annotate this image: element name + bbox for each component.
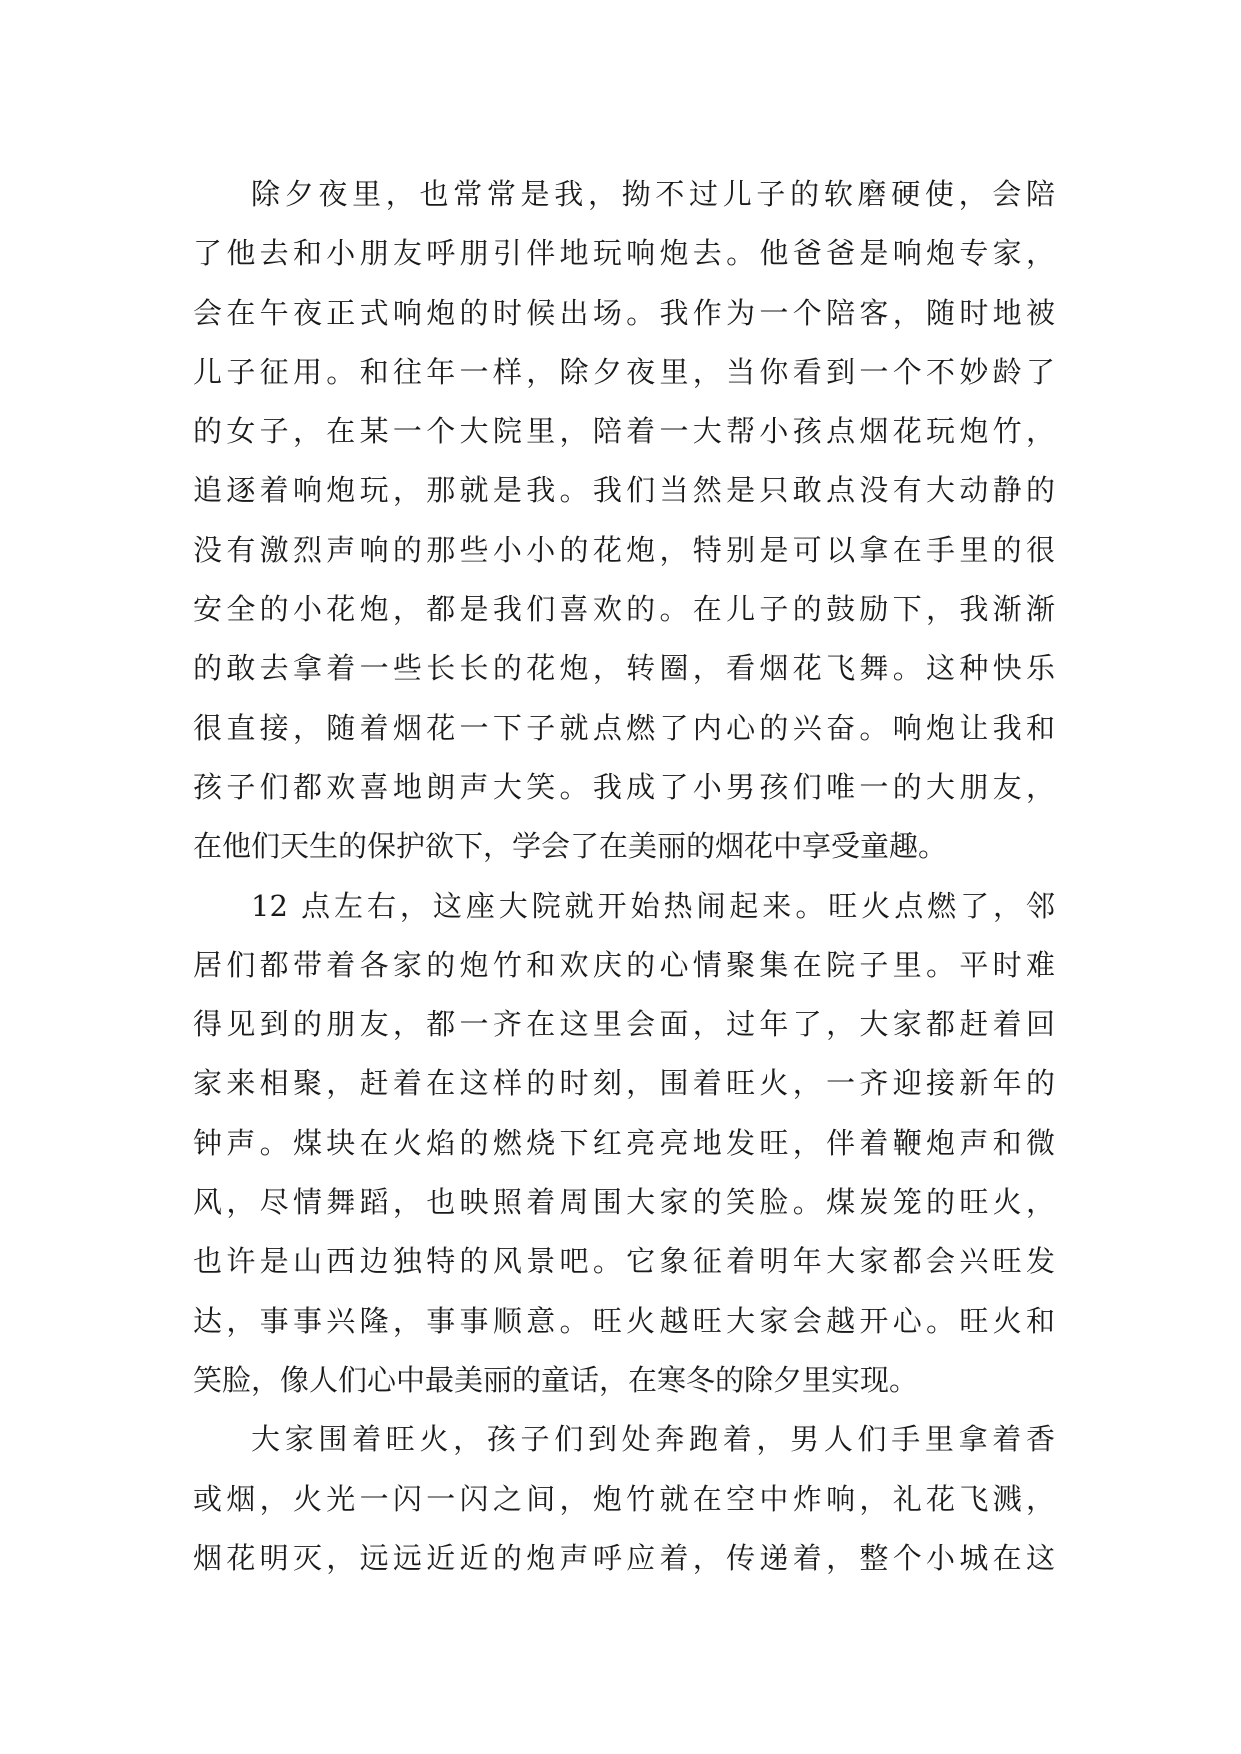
- text-line: 风，尽情舞蹈，也映照着周围大家的笑脸。煤炭笼的旺火，: [193, 1185, 1055, 1220]
- text-line: 安全的小花炮，都是我们喜欢的。在儿子的鼓励下，我渐渐: [193, 592, 1055, 627]
- text-line: 儿子征用。和往年一样，除夕夜里，当你看到一个不妙龄了: [193, 354, 1055, 389]
- text-line: 没有激烈声响的那些小小的花炮，特别是可以拿在手里的很: [193, 532, 1055, 567]
- text-line: 得见到的朋友，都一齐在这里会面，过年了，大家都赶着回: [193, 1007, 1055, 1042]
- text-line: 12 点左右，这座大院就开始热闹起来。旺火点燃了，邻: [251, 888, 1055, 923]
- text-line: 或烟，火光一闪一闪之间，炮竹就在空中炸响，礼花飞溅，: [193, 1481, 1055, 1516]
- text-line: 很直接，随着烟花一下子就点燃了内心的兴奋。响炮让我和: [193, 710, 1055, 745]
- text-line: 达，事事兴隆，事事顺意。旺火越旺大家会越开心。旺火和: [193, 1303, 1055, 1338]
- text-line: 追逐着响炮玩，那就是我。我们当然是只敢点没有大动静的: [193, 473, 1055, 508]
- text-line: 钟声。煤块在火焰的燃烧下红亮亮地发旺，伴着鞭炮声和微: [193, 1125, 1055, 1160]
- text-line: 会在午夜正式响炮的时候出场。我作为一个陪客，随时地被: [193, 295, 1055, 330]
- text-line: 除夕夜里，也常常是我，拗不过儿子的软磨硬使，会陪: [251, 177, 1055, 211]
- text-line: 笑脸，像人们心中最美丽的童话，在寒冬的除夕里实现。: [193, 1362, 919, 1397]
- text-line: 的敢去拿着一些长长的花炮，转圈，看烟花飞舞。这种快乐: [193, 651, 1055, 686]
- text-line: 烟花明灭，远远近近的炮声呼应着，传递着，整个小城在这: [193, 1540, 1055, 1575]
- text-line: 了他去和小朋友呼朋引伴地玩响炮去。他爸爸是响炮专家，: [193, 236, 1055, 271]
- text-line: 家来相聚，赶着在这样的时刻，围着旺火，一齐迎接新年的: [193, 1066, 1055, 1101]
- text-line: 居们都带着各家的炮竹和欢庆的心情聚集在院子里。平时难: [193, 947, 1055, 982]
- text-line: 在他们天生的保护欲下，学会了在美丽的烟花中享受童趣。: [193, 829, 948, 864]
- text-line: 也许是山西边独特的风景吧。它象征着明年大家都会兴旺发: [193, 1244, 1055, 1279]
- text-line: 的女子，在某一个大院里，陪着一大帮小孩点烟花玩炮竹，: [193, 414, 1055, 449]
- body-text: [193, 165, 1055, 1588]
- text-line: 孩子们都欢喜地朗声大笑。我成了小男孩们唯一的大朋友，: [193, 769, 1055, 804]
- text-line: 大家围着旺火，孩子们到处奔跑着，男人们手里拿着香: [251, 1422, 1055, 1457]
